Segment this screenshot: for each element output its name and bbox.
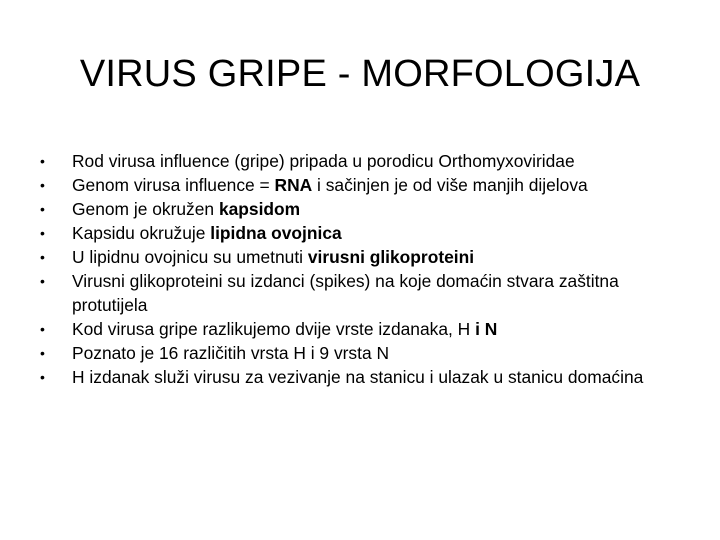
bullet-item <box>40 317 680 341</box>
bullet-item <box>40 221 680 245</box>
bullet-text-bold: kapsidom <box>218 199 301 219</box>
bullet-text-bold: virusni glikoproteini <box>307 247 475 267</box>
bullet-dot-icon: • <box>40 249 45 265</box>
bullet-item <box>40 269 680 317</box>
bullet-text-bold: i N <box>475 319 498 339</box>
bullet-dot-icon: • <box>40 321 45 337</box>
bullet-text: Genom virusa influence = <box>72 175 275 195</box>
bullet-item <box>40 365 680 389</box>
bullet-text-bold: RNA <box>274 175 313 195</box>
bullet-text: Kapsidu okružuje <box>72 223 211 243</box>
bullet-dot-icon: • <box>40 273 45 289</box>
bullet-dot-icon: • <box>40 225 45 241</box>
bullet-dot-icon: • <box>40 201 45 217</box>
bullet-list <box>40 149 680 389</box>
bullet-text: U lipidnu ovojnicu su umetnuti <box>72 247 308 267</box>
bullet-item <box>40 197 680 221</box>
bullet-text: Kod virusa gripe razlikujemo dvije vrste izdanaka, H <box>72 319 476 339</box>
slide-title: VIRUS GRIPE - MORFOLOGIJA <box>79 53 641 95</box>
bullet-dot-icon: • <box>40 153 45 169</box>
bullet-item <box>40 173 680 197</box>
bullet-text: Poznato je 16 različitih vrsta H i 9 vrsta N <box>72 343 390 363</box>
bullet-text: Virusni glikoproteini su izdanci (spikes) na koje domaćin stvara zaštitna protutijela <box>72 271 619 315</box>
bullet-dot-icon: • <box>40 177 45 193</box>
bullet-text: H izdanak služi virusu za vezivanje na stanicu i ulazak u stanicu domaćina <box>72 367 644 387</box>
bullet-dot-icon: • <box>40 369 45 385</box>
bullet-text-bold: lipidna ovojnica <box>210 223 342 243</box>
bullet-item <box>40 245 680 269</box>
bullet-item <box>40 341 680 365</box>
bullet-text: Genom je okružen <box>72 199 219 219</box>
bullet-text: Rod virusa influence (gripe) pripada u porodicu Orthomyxoviridae <box>72 151 575 171</box>
bullet-item <box>40 149 680 173</box>
bullet-text: i sačinjen je od više manjih dijelova <box>312 175 588 195</box>
bullet-dot-icon: • <box>40 345 45 361</box>
